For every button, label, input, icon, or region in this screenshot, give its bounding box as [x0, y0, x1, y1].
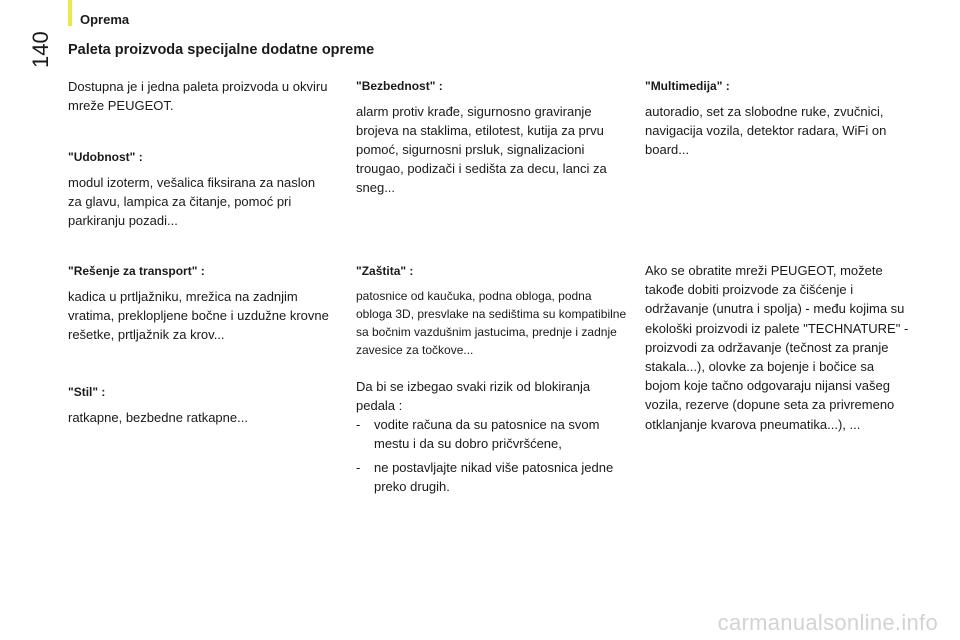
technature-block: [645, 261, 913, 434]
page-title: Paleta proizvoda specijalne dodatne opreme: [68, 42, 375, 58]
section-label: Oprema: [80, 12, 130, 27]
warning-intro: Da bi se izbegao svaki rizik od blokiranja pedala :: [356, 379, 591, 413]
warning-bullet: - ne postavljajte nikad više patosnica jedne preko drugih.: [356, 460, 614, 494]
intro-block: [68, 77, 330, 115]
transport-block: [68, 262, 330, 344]
technature-text: Ako se obratite mreži PEUGEOT, možete takođe dobiti proizvode za čišćenje i održavanje (unutra i spolja) - među kojima su ekološki proizvodi iz palete "TECHNATURE" - proizvodi za održavanje (tečnost za pranje stakala...), olovke za bojenje i bočice sa bojom koje tačno odgovaraju nijansi vašeg vozila, rezerve (dopune seta za privremeno otklanjanje kvarova pneumatika...), ...: [645, 263, 909, 432]
multimedija-block: [645, 77, 913, 159]
zastita-block: [356, 262, 628, 496]
watermark: carmanualsonline.info: [717, 610, 938, 635]
udobnost-heading: "Udobnost" :: [68, 150, 143, 164]
multimedija-text: autoradio, set za slobodne ruke, zvučnici, navigacija vozila, detektor radara, WiFi on board...: [645, 104, 887, 157]
stil-text: ratkapne, bezbedne ratkapne...: [68, 410, 248, 425]
transport-text: kadica u prtljažniku, mrežica na zadnjim vratima, preklopljene bočne i uzdužne krovne rešetke, prtljažnik za krov...: [68, 289, 329, 342]
zastita-text: patosnice od kaučuka, podna obloga, podna obloga 3D, presvlake na sedištima su kompatibilne sa bočnim vazdušnim jastucima, prednje i zadnje zavesice za točkove...: [356, 289, 627, 357]
intro-text: Dostupna je i jedna paleta proizvoda u okviru mreže PEUGEOT.: [68, 79, 328, 113]
udobnost-block: [68, 148, 330, 230]
stil-block: [68, 383, 330, 427]
bezbednost-text: alarm protiv krađe, sigurnosno graviranje brojeva na staklima, etilotest, kutija za prvu pomoć, sigurnosni prsluk, signalizacioni trougao, podizači i sedišta za decu, lanci za sneg...: [356, 104, 607, 195]
section-accent-bar: [68, 0, 72, 26]
udobnost-text: modul izoterm, vešalica fiksirana za naslon za glavu, lampica za čitanje, pomoć pri parkiranju pozadi...: [68, 175, 316, 228]
zastita-heading: "Zaštita" :: [356, 264, 414, 278]
stil-heading: "Stil" :: [68, 385, 106, 399]
bezbednost-heading: "Bezbednost" :: [356, 79, 443, 93]
transport-heading: "Rešenje za transport" :: [68, 264, 205, 278]
multimedija-heading: "Multimedija" :: [645, 79, 730, 93]
bezbednost-block: [356, 77, 626, 197]
page-number: 140: [28, 31, 53, 68]
warning-bullet: - vodite računa da su patosnice na svom mestu i da su dobro pričvršćene,: [356, 417, 600, 451]
